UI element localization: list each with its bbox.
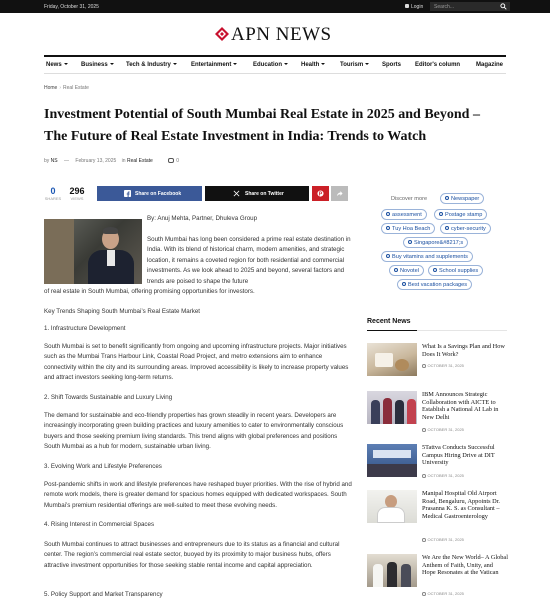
nav-item-business[interactable]	[81, 62, 114, 68]
views-label: VIEWS	[70, 196, 84, 201]
recent-news-title: Recent News	[367, 318, 411, 325]
recent-news-thumbnail[interactable]	[367, 554, 417, 587]
clock-icon	[422, 592, 426, 596]
tag-label: Postage stamp	[445, 212, 483, 218]
x-twitter-icon	[233, 190, 240, 197]
nav-label: Business	[81, 62, 108, 68]
recent-news-thumbnail[interactable]	[367, 391, 417, 424]
nav-item-health[interactable]	[301, 62, 325, 68]
recent-news-date	[422, 427, 464, 432]
tag-label: Novotel	[400, 268, 419, 274]
recent-news-date	[422, 537, 464, 542]
search-icon	[439, 212, 443, 216]
shares-count: 0	[50, 186, 56, 196]
login-link[interactable]	[405, 4, 423, 10]
tag-link[interactable]	[381, 251, 473, 262]
caret-down-icon	[284, 63, 288, 65]
search-icon	[386, 226, 390, 230]
subheading-infrastructure: 1. Infrastructure Development	[44, 325, 126, 332]
recent-news-title[interactable]: Manipal Hospital Old Airport Road, Bengaluru, Appoints Dr. Prasanna K. S. as Consultant – Medical Gastroenterology	[422, 490, 501, 520]
share-pinterest-button[interactable]	[312, 186, 329, 201]
recent-news-date-text: OCTOBER 31, 2025	[427, 537, 464, 542]
facebook-icon	[124, 190, 131, 197]
recent-news-heading	[367, 318, 507, 331]
recent-news-thumbnail[interactable]	[367, 343, 417, 376]
clock-icon	[422, 474, 426, 478]
search-icon[interactable]	[500, 3, 507, 10]
nav-item-sports[interactable]: Sports	[382, 62, 402, 68]
caret-down-icon	[110, 63, 114, 65]
breadcrumb-separator: ›	[59, 85, 62, 91]
article-intro: South Mumbai has long been considered a prime real estate destination in India. With its blend of historical charm, modern amenities, and strategic location, it remains a coveted region for both residential and commercial investments. As we look ahead to 2025 and beyond, several factors and trends are poised to shape the future	[147, 236, 351, 285]
shares-counter	[44, 186, 62, 201]
caret-down-icon	[233, 63, 237, 65]
search-input[interactable]: Search...	[430, 2, 510, 11]
tag-link[interactable]	[440, 223, 491, 234]
nav-label: Health	[301, 62, 320, 68]
tag-label: Newspaper	[451, 196, 480, 202]
nav-item-magazine[interactable]: Magazine	[476, 62, 504, 68]
tag-link[interactable]	[428, 265, 483, 276]
paragraph-infrastructure: South Mumbai is set to benefit significantly from ongoing and upcoming infrastructure projects. Major initiatives such as the Mumbai Trans Harbour Link, Coastal Road Project, and metro extensions aim to enhance connectivity within the city and its surrounding areas. Improved accessibility is likely to increase property values and attract investors seeking long-term returns.	[44, 343, 349, 382]
category-link[interactable]: Real Estate	[126, 158, 153, 164]
tag-link[interactable]	[403, 237, 468, 248]
tag-label: assessment	[392, 212, 422, 218]
nav-item-news[interactable]	[46, 62, 68, 68]
share-twitter-button[interactable]	[205, 186, 309, 201]
nav-label: Entertainment	[191, 62, 232, 68]
recent-news-thumbnail[interactable]	[367, 444, 417, 477]
comments-link[interactable]	[168, 158, 179, 164]
caret-down-icon	[321, 63, 325, 65]
clock-icon	[422, 364, 426, 368]
section-heading: Key Trends Shaping South Mumbai’s Real Estate Market	[44, 308, 201, 315]
author-photo	[44, 219, 142, 284]
tag-label: Buy vitamins and supplements	[392, 254, 468, 260]
share-more-button[interactable]	[331, 186, 348, 201]
search-icon	[408, 240, 412, 244]
article-title: Investment Potential of South Mumbai Real Estate in 2025 and Beyond – The Future of Real Estate Investment in India: Trends to Watch	[44, 107, 480, 144]
subheading-commercial: 4. Rising Interest in Commercial Spaces	[44, 521, 155, 528]
caret-down-icon	[64, 63, 68, 65]
recent-news-title[interactable]: We Are the New World– A Global Anthem of Faith, Unity, and Hope Resonates at the Vatican	[422, 554, 508, 577]
nav-item-editors-column[interactable]: Editor's column	[415, 62, 461, 68]
current-date: Friday, October 31, 2025	[44, 3, 99, 10]
subheading-sustainable: 2. Shift Towards Sustainable and Luxury Living	[44, 394, 173, 401]
tag-link[interactable]	[434, 209, 487, 220]
shares-label: SHARES	[44, 196, 62, 201]
meta-by: by	[44, 158, 50, 164]
paragraph-work-lifestyle: Post-pandemic shifts in work and lifestyle preferences have reshaped buyer priorities. With the rise of hybrid and remote work models, there is greater demand for spacious homes equipped with dedicated workspaces. South Mumbai’s premium residential offerings are well-suited to meet these evolving needs.	[44, 481, 352, 509]
breadcrumb-home[interactable]: Home	[44, 85, 58, 91]
tag-link[interactable]	[389, 265, 424, 276]
nav-item-education[interactable]	[253, 62, 288, 68]
caret-down-icon	[173, 63, 177, 65]
search-icon	[433, 268, 437, 272]
comment-icon	[168, 158, 174, 163]
top-bar	[0, 0, 550, 13]
tag-link[interactable]	[381, 223, 435, 234]
author-link[interactable]: NS	[50, 158, 58, 164]
tag-label: School supplies	[439, 268, 479, 274]
paragraph-sustainable: The demand for sustainable and eco-friendly properties has grown steadily in recent years. Developers are increasingly incorporating green building practices and luxury amenities to cater to environmentally conscious buyers and those seeking premium living standards. This trend aligns with global preferences and positions South Mumbai as a hub for modern, sustainable urban living.	[44, 412, 344, 451]
tag-label: Tuy Hoa Beach	[392, 226, 431, 232]
search-icon	[386, 212, 390, 216]
svg-text:P: P	[318, 191, 323, 197]
tag-label: Best vacation packages	[408, 282, 468, 288]
nav-label: Education	[253, 62, 283, 68]
diamond-logo-icon	[215, 27, 229, 41]
share-facebook-button[interactable]	[97, 186, 202, 201]
tag-link[interactable]	[440, 193, 484, 204]
discover-label: Discover more	[391, 196, 428, 202]
tag-link[interactable]	[397, 279, 472, 290]
nav-label: Tech & Industry	[126, 62, 171, 68]
nav-item-entertainment[interactable]	[191, 62, 237, 68]
logo-text: APN NEWS	[231, 24, 332, 45]
search-icon	[386, 254, 390, 258]
share-arrow-icon	[336, 190, 343, 197]
paragraph-commercial: South Mumbai continues to attract businesses and entrepreneurs due to its status as a financial and cultural center. The region’s commercial real estate sector, buoyed by its proximity to major business hubs, offers attractive investment opportunities for those seeking stable rental income and capital appreciation.	[44, 541, 340, 569]
pinterest-icon	[317, 190, 324, 197]
recent-news-date-text: OCTOBER 31, 2025	[427, 363, 464, 368]
subheading-policy: 5. Policy Support and Market Transparency	[44, 591, 163, 598]
main-nav	[44, 55, 506, 74]
breadcrumb	[44, 85, 89, 91]
nav-item-tourism[interactable]	[340, 62, 369, 68]
login-label: Login	[411, 3, 424, 10]
clock-icon	[422, 428, 426, 432]
recent-news-title[interactable]: What Is a Savings Plan and How Does It Work?	[422, 343, 505, 358]
views-counter	[64, 186, 90, 201]
tag-link[interactable]	[381, 209, 427, 220]
nav-label: News	[46, 62, 62, 68]
search-icon	[445, 196, 449, 200]
search-icon	[402, 282, 406, 286]
recent-news-date-text: OCTOBER 31, 2025	[427, 591, 464, 596]
search-icon	[394, 268, 398, 272]
tag-label: Singapore&#8217;s	[414, 240, 464, 246]
recent-news-title[interactable]: IBM Announces Strategic Collaboration with AICTE to Establish a National AI Lab in New Delhi	[422, 391, 499, 421]
recent-news-date	[422, 591, 464, 596]
comments-count: 0	[176, 158, 179, 164]
recent-news-title[interactable]: 5Tattva Conducts Successful Campus Hiring Drive at DIT University	[422, 444, 495, 467]
lock-icon	[405, 4, 409, 8]
views-count: 296	[69, 186, 85, 196]
recent-news-thumbnail[interactable]	[367, 490, 417, 523]
article-byline: By: Anuj Mehta, Partner, Dhuleva Group	[147, 215, 258, 222]
recent-news-date-text: OCTOBER 31, 2025	[427, 427, 464, 432]
recent-news-date	[422, 473, 464, 478]
search-icon	[445, 226, 449, 230]
twitter-label: Share on Twitter	[245, 191, 284, 197]
subheading-work-lifestyle: 3. Evolving Work and Lifestyle Preferences	[44, 463, 162, 470]
recent-news-date-text: OCTOBER 31, 2025	[427, 473, 464, 478]
caret-down-icon	[365, 63, 369, 65]
nav-label: Tourism	[340, 62, 364, 68]
clock-icon	[422, 538, 426, 542]
meta-in: in	[121, 158, 126, 164]
breadcrumb-category[interactable]: Real Estate	[63, 85, 89, 91]
publish-date: February 13, 2025	[75, 158, 117, 164]
recent-news-date	[422, 363, 464, 368]
article-meta: by NS — February 13, 2025 in Real Estate 0	[44, 158, 179, 164]
nav-item-tech-industry[interactable]	[126, 62, 177, 68]
tag-label: cyber-security	[451, 226, 486, 232]
article-intro-continued: of real estate in South Mumbai, offering promising opportunities for investors.	[44, 288, 255, 295]
facebook-label: Share on Facebook	[135, 191, 182, 197]
